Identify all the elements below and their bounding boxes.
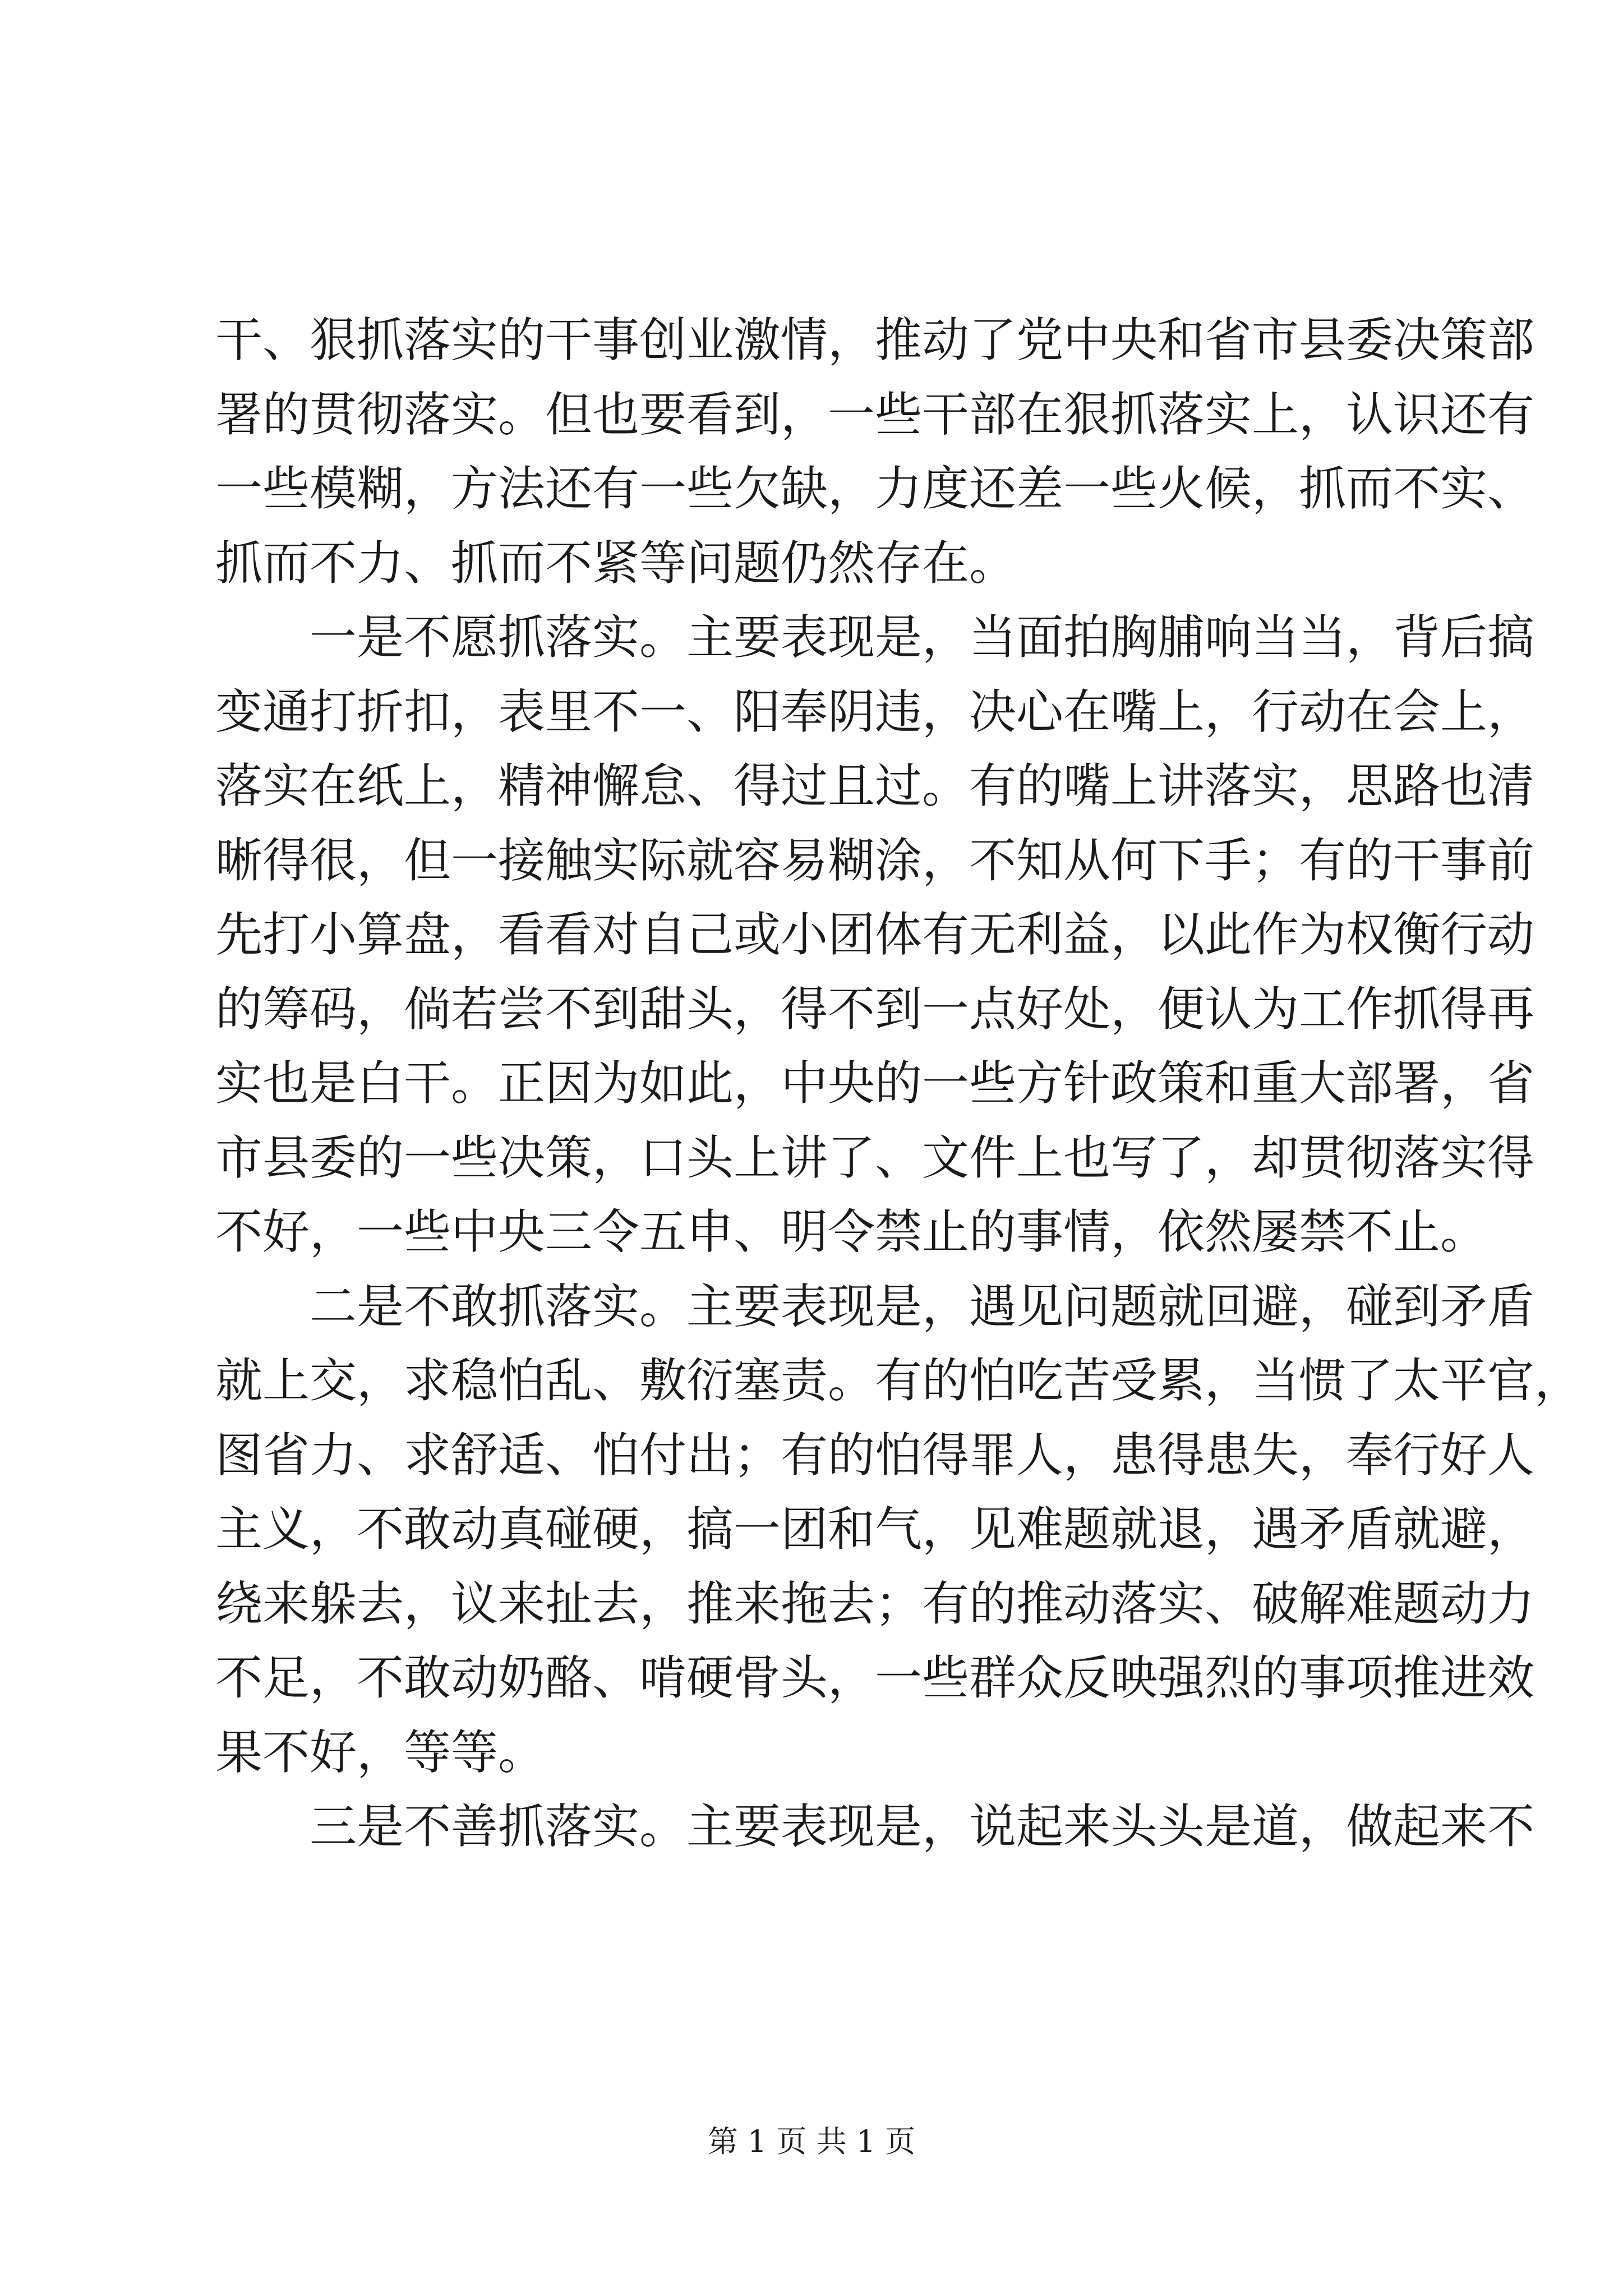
text-line: 实也是白干。正因为如此，中央的一些方针政策和重大部署，省 bbox=[215, 1056, 1535, 1111]
text-line: 干、狠抓落实的干事创业激情，推动了党中央和省市县委决策部 bbox=[215, 312, 1535, 367]
text-line: 署的贯彻落实。但也要看到，一些干部在狠抓落实上，认识还有 bbox=[215, 386, 1535, 442]
page-footer: 第 1 页 共 1 页 bbox=[707, 2124, 916, 2159]
text-line: 变通打折扣，表里不一、阳奉阴违，决心在嘴上，行动在会上， bbox=[215, 684, 1535, 739]
text-line: 一些模糊，方法还有一些欠缺，力度还差一些火候，抓而不实、 bbox=[215, 461, 1535, 516]
text-line: 绕来躲去，议来扯去，推来拖去；有的推动落实、破解难题动力 bbox=[215, 1576, 1535, 1631]
text-line: 市县委的一些决策，口头上讲了、文件上也写了，却贯彻落实得 bbox=[215, 1130, 1535, 1185]
paragraph-start-line: 三是不善抓落实。主要表现是，说起来头头是道，做起来不 bbox=[310, 1799, 1535, 1854]
paragraph-start-line: 一是不愿抓落实。主要表现是，当面拍胸脯响当当，背后搞 bbox=[310, 610, 1535, 665]
text-line: 先打小算盘，看看对自己或小团体有无利益，以此作为权衡行动 bbox=[215, 907, 1535, 962]
text-line: 落实在纸上，精神懈怠、得过且过。有的嘴上讲落实，思路也清 bbox=[215, 758, 1535, 813]
text-line: 不足，不敢动奶酪、啃硬骨头，一些群众反映强烈的事项推进效 bbox=[215, 1650, 1535, 1705]
text-line: 抓而不力、抓而不紧等问题仍然存在。 bbox=[215, 535, 1017, 591]
text-line: 不好，一些中央三令五申、明令禁止的事情，依然屡禁不止。 bbox=[215, 1204, 1488, 1259]
text-line: 果不好，等等。 bbox=[215, 1724, 546, 1780]
text-line: 图省力、求舒适、怕付出；有的怕得罪人，患得患失，奉行好人 bbox=[215, 1427, 1535, 1483]
body-text bbox=[215, 303, 1582, 1864]
text-line: 就上交，求稳怕乱、敷衍塞责。有的怕吃苦受累，当惯了太平官， bbox=[215, 1353, 1582, 1408]
text-line: 的筹码，倘若尝不到甜头，得不到一点好处，便认为工作抓得再 bbox=[215, 981, 1535, 1037]
paragraph-start-line: 二是不敢抓落实。主要表现是，遇见问题就回避，碰到矛盾 bbox=[310, 1278, 1535, 1334]
text-line: 晰得很，但一接触实际就容易糊涂，不知从何下手；有的干事前 bbox=[215, 832, 1535, 888]
text-line: 主义，不敢动真碰硬，搞一团和气，见难题就退，遇矛盾就避， bbox=[215, 1502, 1535, 1557]
